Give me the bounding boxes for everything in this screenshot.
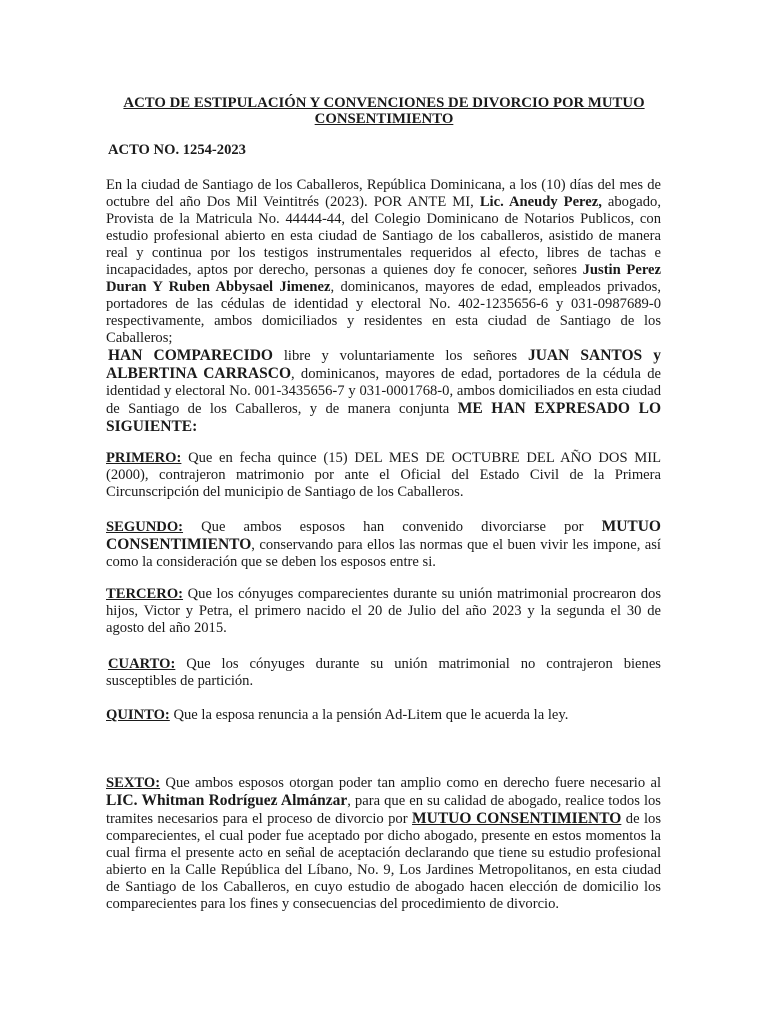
lawyer-name: LIC. Whitman Rodríguez Almánzar — [106, 792, 348, 809]
title-line-1: ACTO DE ESTIPULACIÓN Y CONVENCIONES DE DIVORCIO POR MUTUO — [123, 95, 645, 111]
quinto-paragraph: QUINTO: Que la esposa renuncia a la pensión Ad-Litem que le acuerda la ley. — [106, 707, 569, 723]
title-line-2: CONSENTIMIENTO — [314, 111, 454, 127]
witness-names: Justin Perez Duran Y Ruben Abbysael Jimenez — [106, 262, 661, 295]
primero-heading: PRIMERO: — [106, 450, 182, 466]
document-title — [104, 95, 664, 127]
sexto-heading: SEXTO: — [106, 775, 161, 791]
mutuo-consentimiento: MUTUO CONSENTIMIENTO — [106, 518, 661, 553]
intro-paragraph: En la ciudad de Santiago de los Caballeros, República Dominicana, a los (10) días del mes de octubre del año Dos Mil Veintitrés (2023). POR ANTE MI, Lic. Aneudy Perez, abogado, Provista de la Matricula No. 44444-44, del Colegio Dominicano de Notarios Publicos, con estudio profesional abierto en esta ciudad de Santiago de los caballeros, asistido de manera real y continua por los testigos instrumentales requeridos al efecto, libres de tachas e incapacidades, aptos por derecho, personas a quienes doy fe conocer, señores Justin Perez Duran Y Ruben Abbysael Jimenez, dominicanos, mayores de edad, empleados privados, portadores de las cédulas de identidad y electoral No. 402-1235656-6 y 031-0987689-0 respectivamente, ambos domiciliados y residentes en esta ciudad de Santiago de los Caballeros; — [106, 177, 661, 346]
mutuo-consentimiento-2: MUTUO CONSENTIMIENTO — [412, 810, 622, 827]
primero-paragraph: PRIMERO: Que en fecha quince (15) DEL MES DE OCTUBRE DEL AÑO DOS MIL (2000), contrajeron matrimonio por ante el Oficial del Estado Civil de la Primera Circunscripción del municipio de Santiago de los Caballeros. — [106, 450, 661, 500]
sexto-paragraph: SEXTO: Que ambos esposos otorgan poder tan amplio como en derecho fuere necesario al LIC. Whitman Rodríguez Almánzar, para que en su calidad de abogado, realice todos los tramites necesarios para el proceso de divorcio por MUTUO CONSENTIMIENTO de los comparecientes, el cual poder fue aceptado por dicho abogado, presente en estos momentos la cual firma el presente acto en señal de aceptación declarando que tiene su estudio profesional abierto en la Calle República del Líbano, No. 9, Los Jardines Metropolitanos, en esta ciudad de Santiago de los Caballeros, en cuyo estudio de abogado hacen elección de domicilio los comparecientes para los fines y consecuencias del procedimiento de divorcio. — [106, 775, 661, 912]
han-comparecido: HAN COMPARECIDO — [108, 347, 273, 364]
cuarto-paragraph: CUARTO: Que los cónyuges durante su unión matrimonial no contrajeron bienes susceptibles de partición. — [106, 656, 661, 689]
me-han-expresado: ME HAN EXPRESADO LO SIGUIENTE: — [106, 400, 662, 435]
segundo-heading: SEGUNDO: — [106, 519, 184, 535]
acto-number: ACTO NO. 1254-2023 — [108, 142, 246, 158]
quinto-heading: QUINTO: — [106, 707, 170, 723]
notary-name: Lic. Aneudy Perez, — [479, 194, 602, 210]
spouse-names: JUAN SANTOS y ALBERTINA CARRASCO — [106, 347, 662, 382]
comparecido-paragraph: HAN COMPARECIDO libre y voluntariamente los señores JUAN SANTOS y ALBERTINA CARRASCO, dominicanos, mayores de edad, portadores de la cédula de identidad y electoral No. 001-3435656-7 y 031-0001768-0, ambos domiciliados en esta ciudad de Santiago de los Caballeros, y de manera conjunta ME HAN EXPRESADO LO SIGUIENTE: — [106, 347, 662, 435]
tercero-heading: TERCERO: — [106, 586, 184, 602]
tercero-paragraph: TERCERO: Que los cónyuges comparecientes durante su unión matrimonial procrearon dos hijos, Victor y Petra, el primero nacido el 20 de Julio del año 2023 y la segunda el 30 de agosto del año 2015. — [106, 586, 661, 636]
segundo-paragraph: SEGUNDO: Que ambos esposos han convenido divorciarse por MUTUO CONSENTIMIENTO, conservando para ellos las normas que el buen vivir les impone, así como la consideración que se deben los esposos entre si. — [106, 518, 661, 570]
cuarto-heading: CUARTO: — [108, 656, 176, 672]
